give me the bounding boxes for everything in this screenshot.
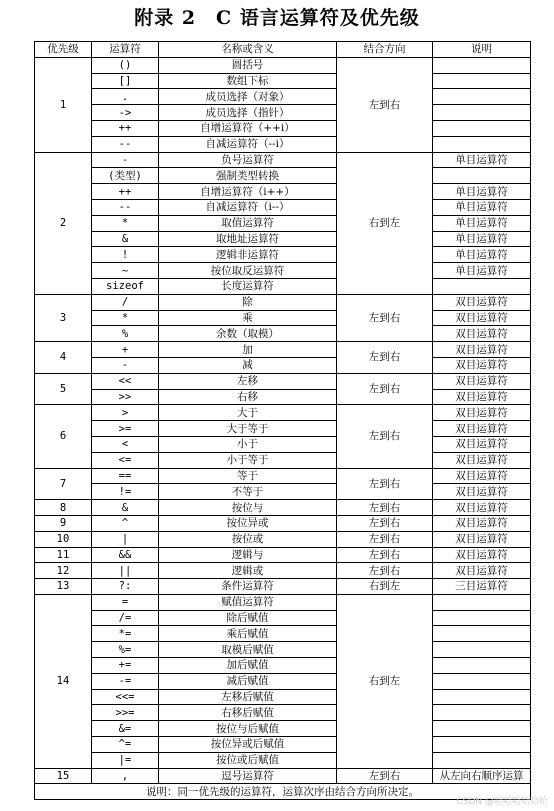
table-row xyxy=(35,231,531,247)
description-cell xyxy=(433,689,531,705)
operator-cell: %= xyxy=(92,642,159,658)
description-cell: 双目运算符 xyxy=(433,468,531,484)
description-cell: 单目运算符 xyxy=(433,263,531,279)
operator-name-cell: 逗号运算符 xyxy=(159,768,337,784)
table-row xyxy=(35,136,531,152)
operator-cell: | xyxy=(92,531,159,547)
table-row xyxy=(35,199,531,215)
table-row xyxy=(35,768,531,784)
table-row xyxy=(35,89,531,105)
description-cell xyxy=(433,120,531,136)
description-cell xyxy=(433,73,531,89)
operator-cell: == xyxy=(92,468,159,484)
operator-cell: |= xyxy=(92,752,159,768)
description-cell: 单目运算符 xyxy=(433,215,531,231)
operator-cell: * xyxy=(92,215,159,231)
operator-name-cell: 不等于 xyxy=(159,484,337,500)
table-row xyxy=(35,310,531,326)
table-row xyxy=(35,500,531,516)
operator-name-cell: 长度运算符 xyxy=(159,278,337,294)
operator-cell: &= xyxy=(92,721,159,737)
operator-cell: , xyxy=(92,768,159,784)
operator-name-cell: 小于等于 xyxy=(159,452,337,468)
priority-cell: 1 xyxy=(35,57,92,152)
description-cell: 双目运算符 xyxy=(433,563,531,579)
table-row xyxy=(35,215,531,231)
table-row xyxy=(35,452,531,468)
description-cell: 双目运算符 xyxy=(433,342,531,358)
operator-cell: -> xyxy=(92,105,159,121)
operator-cell: = xyxy=(92,594,159,610)
operator-name-cell: 条件运算符 xyxy=(159,579,337,595)
operator-cell: < xyxy=(92,436,159,452)
operator-cell: -- xyxy=(92,199,159,215)
priority-cell: 13 xyxy=(35,579,92,595)
table-row xyxy=(35,342,531,358)
watermark: CSDN @哈哈哈哈哈哈 xyxy=(456,797,548,807)
operator-cell: & xyxy=(92,500,159,516)
table-row xyxy=(35,563,531,579)
operator-name-cell: 数组下标 xyxy=(159,73,337,89)
operator-name-cell: 圆括号 xyxy=(159,57,337,73)
header-name: 名称或含义 xyxy=(159,42,337,58)
operator-cell: ~ xyxy=(92,263,159,279)
operator-name-cell: 左移 xyxy=(159,373,337,389)
operator-cell: + xyxy=(92,342,159,358)
table-row xyxy=(35,184,531,200)
table-row xyxy=(35,721,531,737)
associativity-cell: 左到右 xyxy=(337,342,433,374)
table-row xyxy=(35,326,531,342)
associativity-cell: 左到右 xyxy=(337,563,433,579)
operator-cell: >> xyxy=(92,389,159,405)
operator-cell: <<= xyxy=(92,689,159,705)
operator-name-cell: 自减运算符（i--） xyxy=(159,199,337,215)
operator-name-cell: 减 xyxy=(159,357,337,373)
table-row xyxy=(35,673,531,689)
operator-cell: >>= xyxy=(92,705,159,721)
description-cell xyxy=(433,721,531,737)
operator-cell: << xyxy=(92,373,159,389)
description-cell xyxy=(433,89,531,105)
associativity-cell: 左到右 xyxy=(337,468,433,500)
table-row xyxy=(35,263,531,279)
description-cell: 单目运算符 xyxy=(433,231,531,247)
operator-name-cell: 右移后赋值 xyxy=(159,705,337,721)
operator-name-cell: 按位与后赋值 xyxy=(159,721,337,737)
table-row xyxy=(35,57,531,73)
description-cell: 双目运算符 xyxy=(433,531,531,547)
description-cell xyxy=(433,168,531,184)
table-row xyxy=(35,515,531,531)
associativity-cell: 左到右 xyxy=(337,531,433,547)
operator-name-cell: 按位异或后赋值 xyxy=(159,737,337,753)
operator-name-cell: 除后赋值 xyxy=(159,610,337,626)
operator-cell: & xyxy=(92,231,159,247)
operator-cell: *= xyxy=(92,626,159,642)
table-row xyxy=(35,120,531,136)
table-row xyxy=(35,247,531,263)
operator-name-cell: 自增运算符（i++） xyxy=(159,184,337,200)
associativity-cell: 右到左 xyxy=(337,152,433,294)
operator-name-cell: 小于 xyxy=(159,436,337,452)
description-cell: 单目运算符 xyxy=(433,184,531,200)
description-cell xyxy=(433,673,531,689)
table-row xyxy=(35,294,531,310)
operator-cell: || xyxy=(92,563,159,579)
associativity-cell: 左到右 xyxy=(337,373,433,405)
description-cell xyxy=(433,594,531,610)
operator-cell: - xyxy=(92,152,159,168)
description-cell: 双目运算符 xyxy=(433,405,531,421)
operator-cell: /= xyxy=(92,610,159,626)
description-cell xyxy=(433,136,531,152)
table-row xyxy=(35,689,531,705)
operator-cell: && xyxy=(92,547,159,563)
operator-name-cell: 取模后赋值 xyxy=(159,642,337,658)
priority-cell: 11 xyxy=(35,547,92,563)
operator-name-cell: 大于 xyxy=(159,405,337,421)
description-cell: 单目运算符 xyxy=(433,199,531,215)
associativity-cell: 右到左 xyxy=(337,579,433,595)
header-priority: 优先级 xyxy=(35,42,92,58)
operator-cell: ^ xyxy=(92,515,159,531)
description-cell: 双目运算符 xyxy=(433,500,531,516)
description-cell: 双目运算符 xyxy=(433,484,531,500)
table-row xyxy=(35,105,531,121)
associativity-cell: 左到右 xyxy=(337,57,433,152)
table-row xyxy=(35,278,531,294)
associativity-cell: 右到左 xyxy=(337,594,433,768)
header-operator: 运算符 xyxy=(92,42,159,58)
operator-name-cell: 强制类型转换 xyxy=(159,168,337,184)
description-cell: 双目运算符 xyxy=(433,389,531,405)
operator-cell: [] xyxy=(92,73,159,89)
operator-cell: / xyxy=(92,294,159,310)
table-row xyxy=(35,579,531,595)
operator-cell: <= xyxy=(92,452,159,468)
associativity-cell: 左到右 xyxy=(337,768,433,784)
description-cell: 双目运算符 xyxy=(433,421,531,437)
operator-name-cell: 按位取反运算符 xyxy=(159,263,337,279)
operator-cell: ! xyxy=(92,247,159,263)
description-cell xyxy=(433,705,531,721)
description-cell: 双目运算符 xyxy=(433,547,531,563)
page-title: 附录 2 C 语言运算符及优先级 xyxy=(134,7,420,29)
operator-name-cell: 乘 xyxy=(159,310,337,326)
priority-cell: 6 xyxy=(35,405,92,468)
table-note: 说明：同一优先级的运算符，运算次序由结合方向所决定。 xyxy=(35,784,531,800)
operator-name-cell: 逻辑或 xyxy=(159,563,337,579)
table-row xyxy=(35,658,531,674)
associativity-cell: 左到右 xyxy=(337,547,433,563)
table-row xyxy=(35,152,531,168)
priority-cell: 15 xyxy=(35,768,92,784)
operator-name-cell: 负号运算符 xyxy=(159,152,337,168)
operator-name-cell: 加后赋值 xyxy=(159,658,337,674)
operator-cell: ?: xyxy=(92,579,159,595)
operator-name-cell: 自减运算符（--i） xyxy=(159,136,337,152)
header-description: 说明 xyxy=(433,42,531,58)
description-cell: 三目运算符 xyxy=(433,579,531,595)
associativity-cell: 左到右 xyxy=(337,500,433,516)
operator-name-cell: 按位或 xyxy=(159,531,337,547)
operator-cell: > xyxy=(92,405,159,421)
operator-name-cell: 按位与 xyxy=(159,500,337,516)
operator-cell: != xyxy=(92,484,159,500)
priority-cell: 4 xyxy=(35,342,92,374)
table-row xyxy=(35,547,531,563)
operator-name-cell: 大于等于 xyxy=(159,421,337,437)
operator-name-cell: 成员选择（指针） xyxy=(159,105,337,121)
table-row xyxy=(35,389,531,405)
associativity-cell: 左到右 xyxy=(337,405,433,468)
description-cell xyxy=(433,105,531,121)
priority-cell: 7 xyxy=(35,468,92,500)
operator-cell: -= xyxy=(92,673,159,689)
table-row xyxy=(35,594,531,610)
priority-cell: 12 xyxy=(35,563,92,579)
priority-cell: 9 xyxy=(35,515,92,531)
operator-cell: * xyxy=(92,310,159,326)
description-cell: 单目运算符 xyxy=(433,247,531,263)
table-row xyxy=(35,73,531,89)
description-cell xyxy=(433,752,531,768)
table-row xyxy=(35,610,531,626)
description-cell xyxy=(433,610,531,626)
operator-name-cell: 乘后赋值 xyxy=(159,626,337,642)
operator-cell: (类型) xyxy=(92,168,159,184)
operator-cell: >= xyxy=(92,421,159,437)
table-row xyxy=(35,421,531,437)
operator-cell: ^= xyxy=(92,737,159,753)
table-row xyxy=(35,168,531,184)
operator-name-cell: 取地址运算符 xyxy=(159,231,337,247)
operator-cell: += xyxy=(92,658,159,674)
operator-cell: ++ xyxy=(92,184,159,200)
description-cell: 双目运算符 xyxy=(433,373,531,389)
table-row xyxy=(35,531,531,547)
description-cell: 从左向右顺序运算 xyxy=(433,768,531,784)
priority-cell: 10 xyxy=(35,531,92,547)
operator-cell: . xyxy=(92,89,159,105)
description-cell xyxy=(433,642,531,658)
operator-cell: ++ xyxy=(92,120,159,136)
operator-name-cell: 加 xyxy=(159,342,337,358)
operator-cell: sizeof xyxy=(92,278,159,294)
description-cell: 双目运算符 xyxy=(433,326,531,342)
operator-name-cell: 等于 xyxy=(159,468,337,484)
operator-name-cell: 按位或后赋值 xyxy=(159,752,337,768)
operator-name-cell: 减后赋值 xyxy=(159,673,337,689)
table-header-row xyxy=(35,42,531,58)
operator-name-cell: 左移后赋值 xyxy=(159,689,337,705)
operator-name-cell: 余数（取模） xyxy=(159,326,337,342)
operator-name-cell: 逻辑与 xyxy=(159,547,337,563)
description-cell xyxy=(433,658,531,674)
table-row xyxy=(35,357,531,373)
description-cell xyxy=(433,57,531,73)
table-row xyxy=(35,705,531,721)
priority-cell: 5 xyxy=(35,373,92,405)
description-cell xyxy=(433,737,531,753)
table-row xyxy=(35,468,531,484)
priority-cell: 3 xyxy=(35,294,92,341)
description-cell: 双目运算符 xyxy=(433,310,531,326)
operator-name-cell: 除 xyxy=(159,294,337,310)
operator-cell: % xyxy=(92,326,159,342)
table-body xyxy=(35,57,531,784)
operator-name-cell: 逻辑非运算符 xyxy=(159,247,337,263)
operator-cell: - xyxy=(92,357,159,373)
priority-cell: 2 xyxy=(35,152,92,294)
priority-cell: 14 xyxy=(35,594,92,768)
table-row xyxy=(35,484,531,500)
operator-precedence-table xyxy=(34,41,531,800)
operator-name-cell: 赋值运算符 xyxy=(159,594,337,610)
operator-name-cell: 右移 xyxy=(159,389,337,405)
description-cell: 双目运算符 xyxy=(433,515,531,531)
table-row xyxy=(35,405,531,421)
operator-name-cell: 自增运算符（++i） xyxy=(159,120,337,136)
operator-cell: () xyxy=(92,57,159,73)
table-row xyxy=(35,373,531,389)
table-row xyxy=(35,642,531,658)
table-row xyxy=(35,626,531,642)
description-cell xyxy=(433,626,531,642)
operator-name-cell: 取值运算符 xyxy=(159,215,337,231)
description-cell: 双目运算符 xyxy=(433,436,531,452)
description-cell: 单目运算符 xyxy=(433,152,531,168)
header-associativity: 结合方向 xyxy=(337,42,433,58)
table-row xyxy=(35,436,531,452)
associativity-cell: 左到右 xyxy=(337,515,433,531)
associativity-cell: 左到右 xyxy=(337,294,433,341)
table-row xyxy=(35,737,531,753)
priority-cell: 8 xyxy=(35,500,92,516)
operator-cell: -- xyxy=(92,136,159,152)
operator-name-cell: 成员选择（对象） xyxy=(159,89,337,105)
description-cell: 双目运算符 xyxy=(433,294,531,310)
description-cell: 双目运算符 xyxy=(433,452,531,468)
description-cell xyxy=(433,278,531,294)
operator-name-cell: 按位异或 xyxy=(159,515,337,531)
table-row xyxy=(35,752,531,768)
description-cell: 双目运算符 xyxy=(433,357,531,373)
